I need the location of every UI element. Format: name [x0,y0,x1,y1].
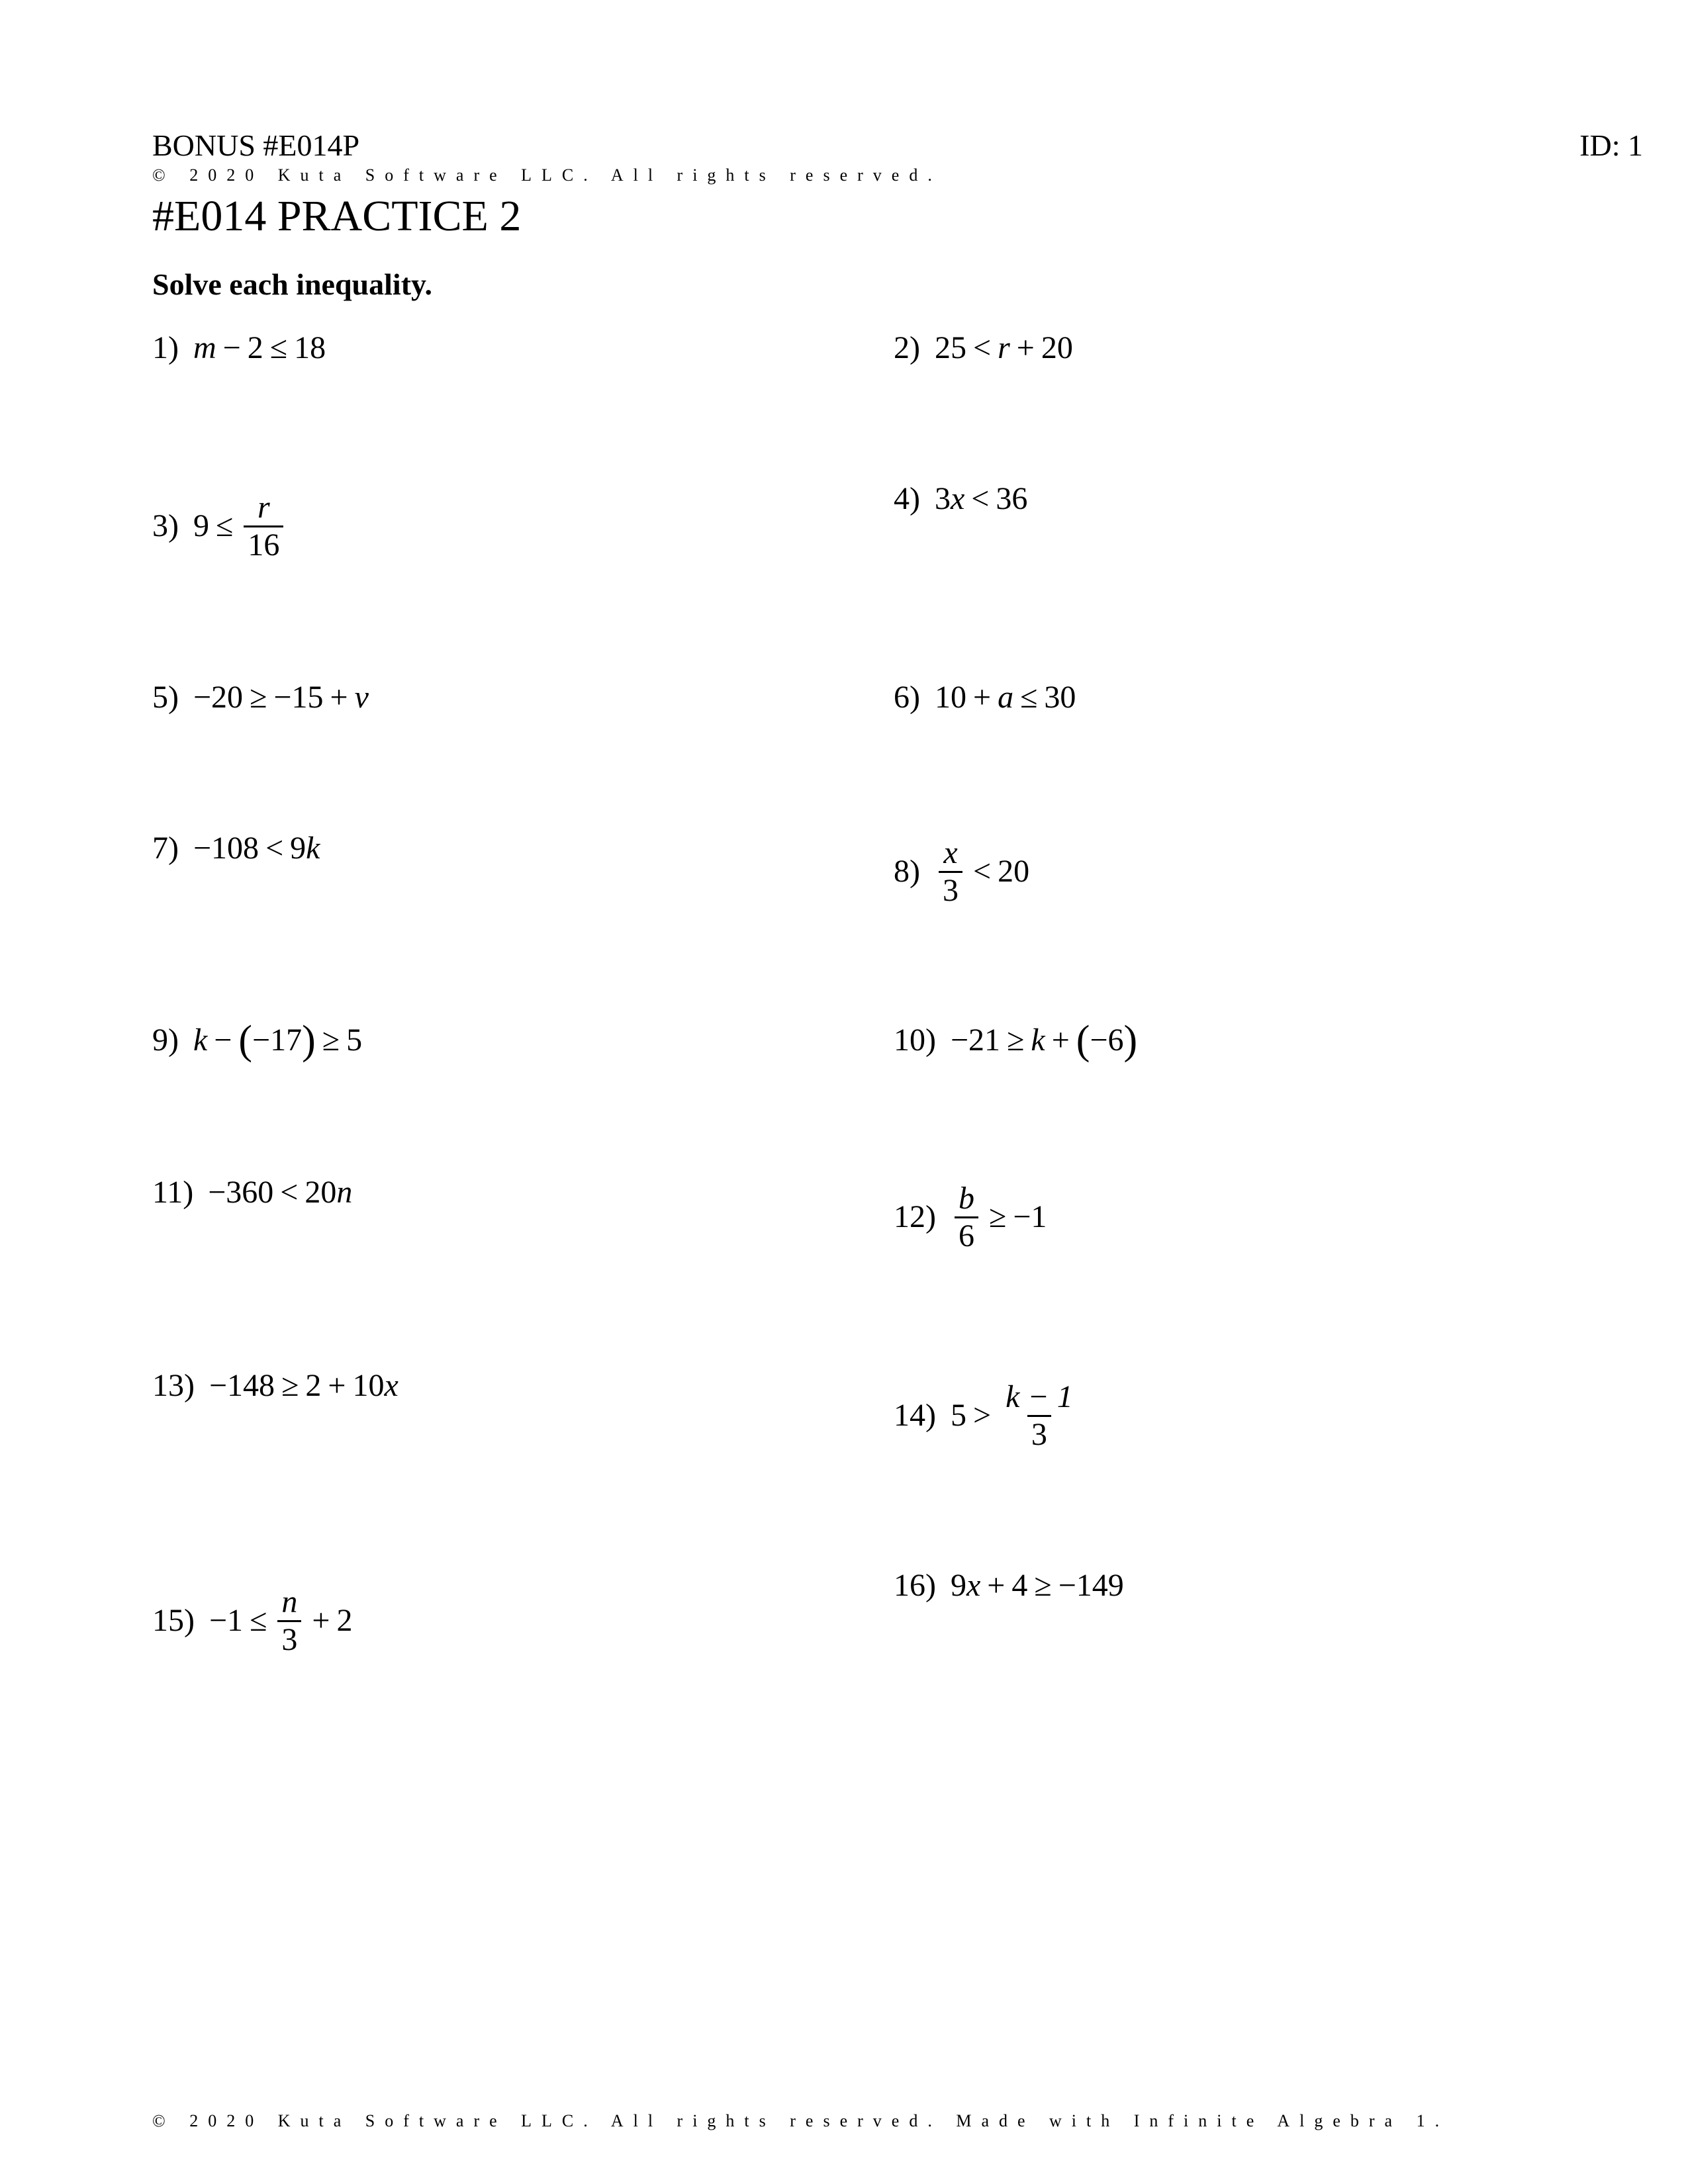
problem-number: 4) [894,481,920,516]
term: −108 [193,831,259,866]
inequality [208,1174,352,1211]
problem-10 [894,1018,1138,1063]
variable: x [384,1368,399,1403]
operator: ≥ [281,1368,299,1403]
operator: ≤ [215,508,234,543]
fraction-numerator: n [281,1584,298,1619]
operator: < [972,330,992,365]
operator: ≥ [988,1199,1007,1234]
operator: > [972,1398,992,1433]
fraction-numerator: k − 1 [1006,1379,1073,1414]
operator: < [971,481,990,516]
term: 20 [998,854,1030,889]
operator: + [972,680,992,715]
fraction-numerator: b [958,1180,974,1216]
term: 2 [247,330,263,365]
inequality [951,1181,1047,1254]
inequality [951,1567,1124,1604]
inequality [951,1379,1081,1453]
copyright-notice-top: © 2020 Kuta Software LLC. All rights reserved. [152,165,942,185]
term: −1 [1013,1199,1047,1234]
problem-number: 3) [152,508,179,543]
term: 36 [996,481,1028,516]
term: 30 [1044,680,1076,715]
worksheet-code: BONUS #E014P [152,128,360,162]
fraction-denominator: 3 [1027,1415,1051,1453]
fraction-denominator: 3 [939,871,962,909]
variable: r [998,330,1010,365]
fraction [244,490,283,563]
coefficient: 20 [305,1175,337,1210]
problem-12 [894,1175,1047,1259]
term: −15 [273,680,324,715]
problem-number: 15) [152,1603,195,1638]
problem-7 [152,830,320,867]
coefficient: 9 [950,1568,966,1603]
operator: < [265,831,284,866]
term: −6 [1090,1023,1124,1058]
coefficient: 3 [934,481,951,516]
operator: ≤ [1020,680,1038,715]
term: −21 [950,1023,1001,1058]
operator: ≥ [250,680,267,715]
inequality [209,1584,353,1658]
fraction [1002,1379,1077,1453]
problem-4 [894,480,1027,518]
copyright-notice-bottom: © 2020 Kuta Software LLC. All rights reserved. Made with Infinite Algebra 1. [152,2111,1450,2130]
operator: + [330,680,348,715]
term: −148 [209,1368,275,1403]
term: 5 [950,1398,966,1433]
variable: k [306,831,320,866]
problem-number: 6) [894,680,920,715]
term: 18 [294,330,326,365]
problem-number: 14) [894,1398,936,1433]
open-paren: ( [238,1018,253,1063]
problem-2 [894,330,1073,367]
problem-8 [894,830,1029,913]
operator: − [222,330,241,365]
instructions: Solve each inequality. [152,267,432,301]
term: 10 [934,680,966,715]
fraction [955,1181,978,1254]
term: −149 [1058,1568,1124,1603]
variable: k [1031,1023,1045,1058]
coefficient: 9 [290,831,306,866]
operator: + [1051,1023,1070,1058]
problem-number: 10) [894,1023,936,1058]
term: −1 [209,1603,244,1638]
term: 4 [1011,1568,1028,1603]
fraction [277,1584,301,1658]
variable: v [354,680,369,715]
problem-number: 12) [894,1199,936,1234]
variable: n [336,1175,353,1210]
problem-1 [152,330,326,367]
close-paren: ) [1123,1018,1138,1063]
term: −20 [193,680,244,715]
inequality [950,1018,1138,1063]
variable: a [998,680,1014,715]
problem-number: 2) [894,330,920,365]
inequality [935,835,1029,909]
term: 25 [934,330,966,365]
term: 2 [336,1603,353,1638]
variable: k [193,1023,208,1058]
worksheet-id: ID: 1 [1579,128,1643,162]
problem-6 [894,679,1076,716]
fraction-numerator: r [257,489,270,525]
operator: ≤ [269,330,288,365]
fraction-denominator: 16 [244,525,283,563]
inequality [193,1018,363,1063]
problem-number: 11) [152,1175,194,1210]
problem-number: 7) [152,831,179,866]
variable: m [193,330,216,365]
fraction [939,835,962,909]
problem-16 [894,1567,1124,1604]
operator: + [328,1368,346,1403]
operator: + [987,1568,1006,1603]
term: 9 [193,508,209,543]
operator: ≤ [250,1603,267,1638]
inequality [193,830,320,867]
inequality [935,679,1076,716]
coefficient: 10 [352,1368,385,1403]
operator: ≥ [1007,1023,1025,1058]
inequality [193,490,287,563]
operator: − [214,1023,232,1058]
problem-number: 13) [152,1368,195,1403]
problem-number: 5) [152,680,179,715]
problem-number: 9) [152,1023,179,1058]
inequality [935,330,1073,367]
operator: ≥ [322,1023,340,1058]
problem-11 [152,1174,352,1211]
problem-3 [152,484,287,568]
worksheet-title: #E014 PRACTICE 2 [152,192,522,240]
problem-15 [152,1579,352,1662]
operator: + [1016,330,1035,365]
variable: x [950,481,965,516]
fraction-denominator: 6 [955,1216,978,1254]
problem-13 [152,1367,399,1404]
problem-number: 16) [894,1568,936,1603]
operator: < [972,854,992,889]
operator: < [280,1175,299,1210]
inequality [935,480,1027,518]
fraction-denominator: 3 [277,1620,301,1658]
term: −360 [208,1175,274,1210]
term: 5 [346,1023,363,1058]
open-paren: ( [1076,1018,1090,1063]
inequality [193,679,369,716]
operator: ≥ [1034,1568,1052,1603]
problem-9 [152,1018,363,1063]
inequality [193,330,326,367]
problem-5 [152,679,369,716]
term: 20 [1041,330,1073,365]
variable: x [966,1568,981,1603]
operator: + [312,1603,330,1638]
term: −17 [252,1023,303,1058]
problem-14 [894,1374,1081,1457]
term: 2 [305,1368,322,1403]
close-paren: ) [302,1018,316,1063]
inequality [209,1367,399,1404]
problem-number: 1) [152,330,179,365]
problem-number: 8) [894,854,920,889]
fraction-numerator: x [943,835,958,870]
